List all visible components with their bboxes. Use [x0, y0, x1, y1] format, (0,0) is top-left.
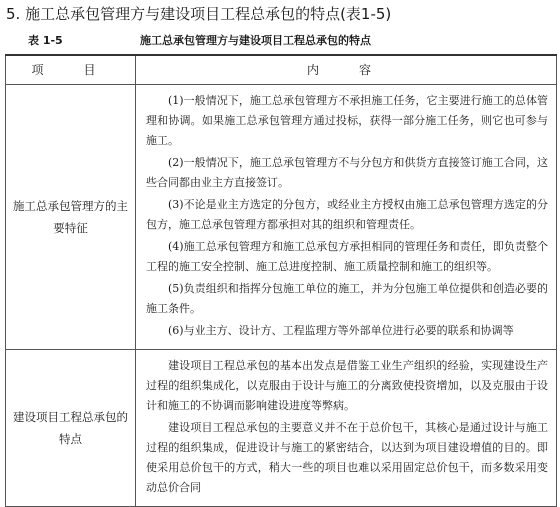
table-row: [6, 85, 557, 350]
table-caption: [28, 32, 548, 50]
row-content: [136, 350, 557, 507]
content-paragraph: 建设项目工程总承包的基本出发点是借鉴工业生产组织的经验，实现建设生产过程的组织集成化，以克服由于设计与施工的分离致使投资增加，以及克服由于设计和施工的不协调而影响建设进度等弊病。: [146, 359, 548, 412]
content-paragraph: (2)一般情况下，施工总承包管理方不与分包方和供货方直接签订施工合同，这些合同都由业主方直接签订。: [146, 156, 548, 189]
section-heading: 5. 施工总承包管理方与建设项目工程总承包的特点(表1-5): [6, 5, 392, 23]
row-content: [136, 85, 557, 350]
content-paragraph: (4)施工总承包管理方和施工总承包方承担相同的管理任务和责任，即负责整个工程的施工安全控制、施工总进度控制、施工质量控制和施工的组织等。: [146, 240, 548, 273]
header-content: 内 容: [136, 55, 557, 85]
content-paragraph: (5)负责组织和指挥分包施工单位的施工，并为分包施工单位提供和创造必要的施工条件。: [146, 282, 548, 315]
content-paragraph: (3)不论是业主方选定的分包方，或经业主方授权由施工总承包管理方选定的分包方，施工总承包管理方都承担对其的组织和管理责任。: [146, 198, 548, 231]
header-item: 项 目: [6, 55, 136, 85]
content-paragraph: 建设项目工程总承包的主要意义并不在于总价包干，其核心是通过设计与施工过程的组织集成，促进设计与施工的紧密结合，以达到为项目建设增值的目的。即使采用总价包干的方式，稍大一些的项目也难以采用固定总价包干，而多数采用变动总价合同: [146, 421, 548, 494]
content-paragraph: (6)与业主方、设计方、工程监理方等外部单位进行必要的联系和协调等: [168, 324, 514, 337]
comparison-table: [5, 54, 557, 507]
table-number: 表 1-5: [28, 34, 63, 47]
table-header-row: [6, 55, 557, 85]
table-row: [6, 350, 557, 507]
content-paragraph: (1)一般情况下，施工总承包管理方不承担施工任务，它主要进行施工的总体管理和协调。如果施工总承包管理方通过投标，获得一部分施工任务，则它也可参与施工。: [146, 94, 548, 147]
row-item-label: 建设项目工程总承包的特点: [6, 350, 136, 507]
table-title: 施工总承包管理方与建设项目工程总承包的特点: [140, 34, 371, 47]
row-item-label: 施工总承包管理方的主要特征: [6, 85, 136, 350]
